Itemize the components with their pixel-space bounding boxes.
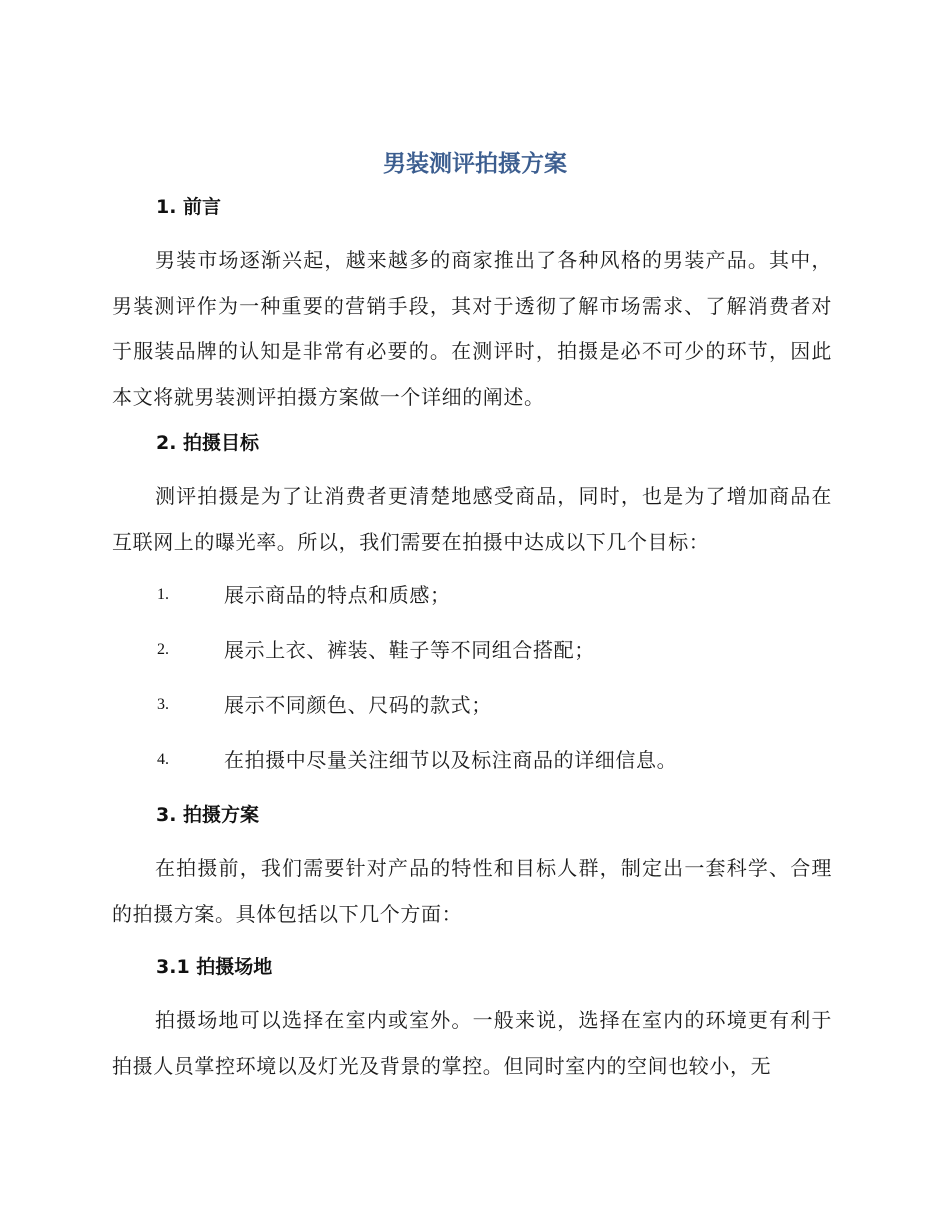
list-item-number: 2. [157, 641, 169, 658]
section-heading-shooting-venue: 3.1 拍摄场地 [156, 956, 273, 978]
list-item-number: 3. [157, 696, 169, 713]
document-title: 男装测评拍摄方案 [383, 151, 567, 177]
paragraph-preface: 男装市场逐渐兴起，越来越多的商家推出了各种风格的男装产品。其中，男装测评作为一种重要的营销手段，其对于透彻了解市场需求、了解消费者对于服装品牌的认知是非常有必要的。在测评时，拍摄是必不可少的环节，因此本文将就男装测评拍摄方案做一个详细的阐述。 [112, 248, 832, 409]
list-item-text: 在拍摄中尽量关注细节以及标注商品的详细信息。 [224, 748, 678, 772]
list-item-text: 展示上衣、裤装、鞋子等不同组合搭配； [224, 638, 595, 662]
section-heading-preface: 1. 前言 [156, 196, 222, 218]
paragraph-shooting-venue: 拍摄场地可以选择在室内或室外。一般来说，选择在室内的环境更有利于拍摄人员掌控环境以及灯光及背景的掌控。但同时室内的空间也较小，无 [112, 1008, 832, 1078]
paragraph-shooting-plan: 在拍摄前，我们需要针对产品的特性和目标人群，制定出一套科学、合理的拍摄方案。具体包括以下几个方面： [112, 856, 832, 926]
paragraph-shooting-goals: 测评拍摄是为了让消费者更清楚地感受商品，同时，也是为了增加商品在互联网上的曝光率。所以，我们需要在拍摄中达成以下几个目标： [112, 484, 832, 554]
list-item-number: 1. [157, 586, 169, 603]
list-item-text: 展示不同颜色、尺码的款式； [224, 693, 492, 717]
section-heading-shooting-plan: 3. 拍摄方案 [156, 804, 260, 826]
section-heading-shooting-goals: 2. 拍摄目标 [156, 432, 260, 454]
list-item-text: 展示商品的特点和质感； [224, 583, 451, 607]
list-item-number: 4. [157, 751, 169, 768]
